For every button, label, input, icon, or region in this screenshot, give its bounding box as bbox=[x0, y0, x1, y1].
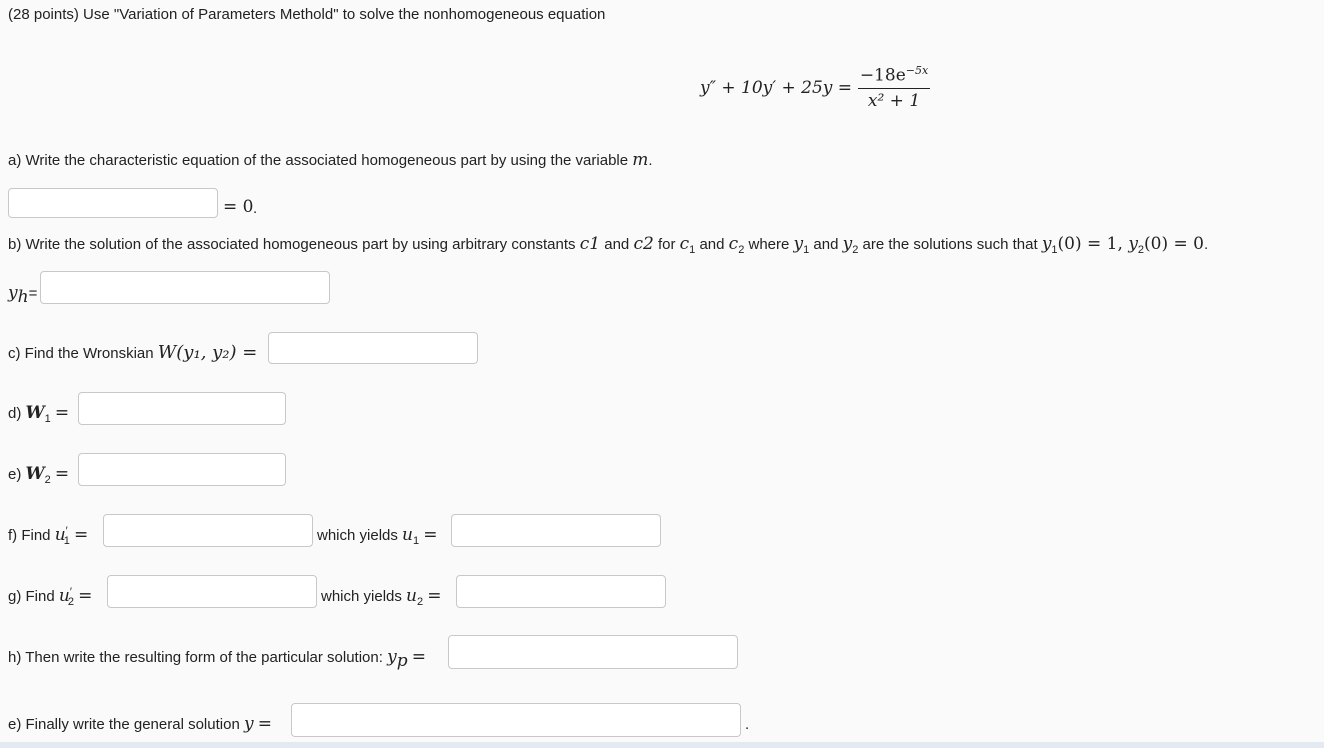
equation-numerator: $-18e^{-5x}$ bbox=[859, 64, 929, 86]
wronskian-input[interactable] bbox=[268, 332, 478, 364]
part-e-prompt: e) $W_2$ = bbox=[8, 464, 70, 486]
u1-prime-input[interactable] bbox=[103, 514, 313, 547]
equation-lhs: y″ + 10y′ + 25y = bbox=[700, 78, 853, 98]
w1-input[interactable] bbox=[78, 392, 286, 425]
part-a-period: . bbox=[253, 200, 258, 217]
u2-input[interactable] bbox=[456, 575, 666, 608]
equation-denominator: x² + 1 bbox=[867, 90, 921, 111]
part-b-prompt: b) Write the solution of the associated homogeneous part by using arbitrary constants c1 and c2 for $c_1$ and $c_2$ where $y_1$ and $y_2$ are the solutions such that $y_1(0) = 1$, $y_2(0) = 0$. bbox=[8, 234, 1209, 256]
part-d-prompt: d) $W_1$ = bbox=[8, 403, 70, 425]
part-f-prompt: f) Find $u'_1$ = bbox=[8, 525, 89, 547]
equals-zero: = 0 bbox=[223, 197, 254, 217]
part-g-prompt: g) Find $u'_2$ = bbox=[8, 586, 93, 608]
final-period: . bbox=[745, 716, 750, 733]
yh-label: $y_h=$ bbox=[8, 283, 38, 307]
yh-input[interactable] bbox=[40, 271, 330, 304]
u1-input[interactable] bbox=[451, 514, 661, 547]
part-final-prompt: e) Finally write the general solution y = bbox=[8, 714, 272, 734]
u2-prime-input[interactable] bbox=[107, 575, 317, 608]
part-g-yields: which yields $u_2$ = bbox=[321, 586, 442, 608]
part-a-prompt: a) Write the characteristic equation of the associated homogeneous part by using the variable m. bbox=[8, 150, 653, 170]
w2-input[interactable] bbox=[78, 453, 286, 486]
part-c-prompt: c) Find the Wronskian W(y₁, y₂) = bbox=[8, 342, 258, 363]
characteristic-equation-input[interactable] bbox=[8, 188, 218, 218]
problem-title: (28 points) Use "Variation of Parameters Methold" to solve the nonhomogeneous equation bbox=[8, 6, 606, 23]
general-solution-input[interactable] bbox=[291, 703, 741, 737]
fraction-bar bbox=[858, 88, 930, 89]
part-h-prompt: h) Then write the resulting form of the particular solution: $y_p$ = bbox=[8, 647, 426, 671]
part-f-yields: which yields $u_1$ = bbox=[317, 525, 438, 547]
equation-fraction bbox=[858, 64, 930, 111]
bottom-strip bbox=[0, 742, 1324, 748]
yp-input[interactable] bbox=[448, 635, 738, 669]
variable-m: m bbox=[632, 150, 649, 170]
